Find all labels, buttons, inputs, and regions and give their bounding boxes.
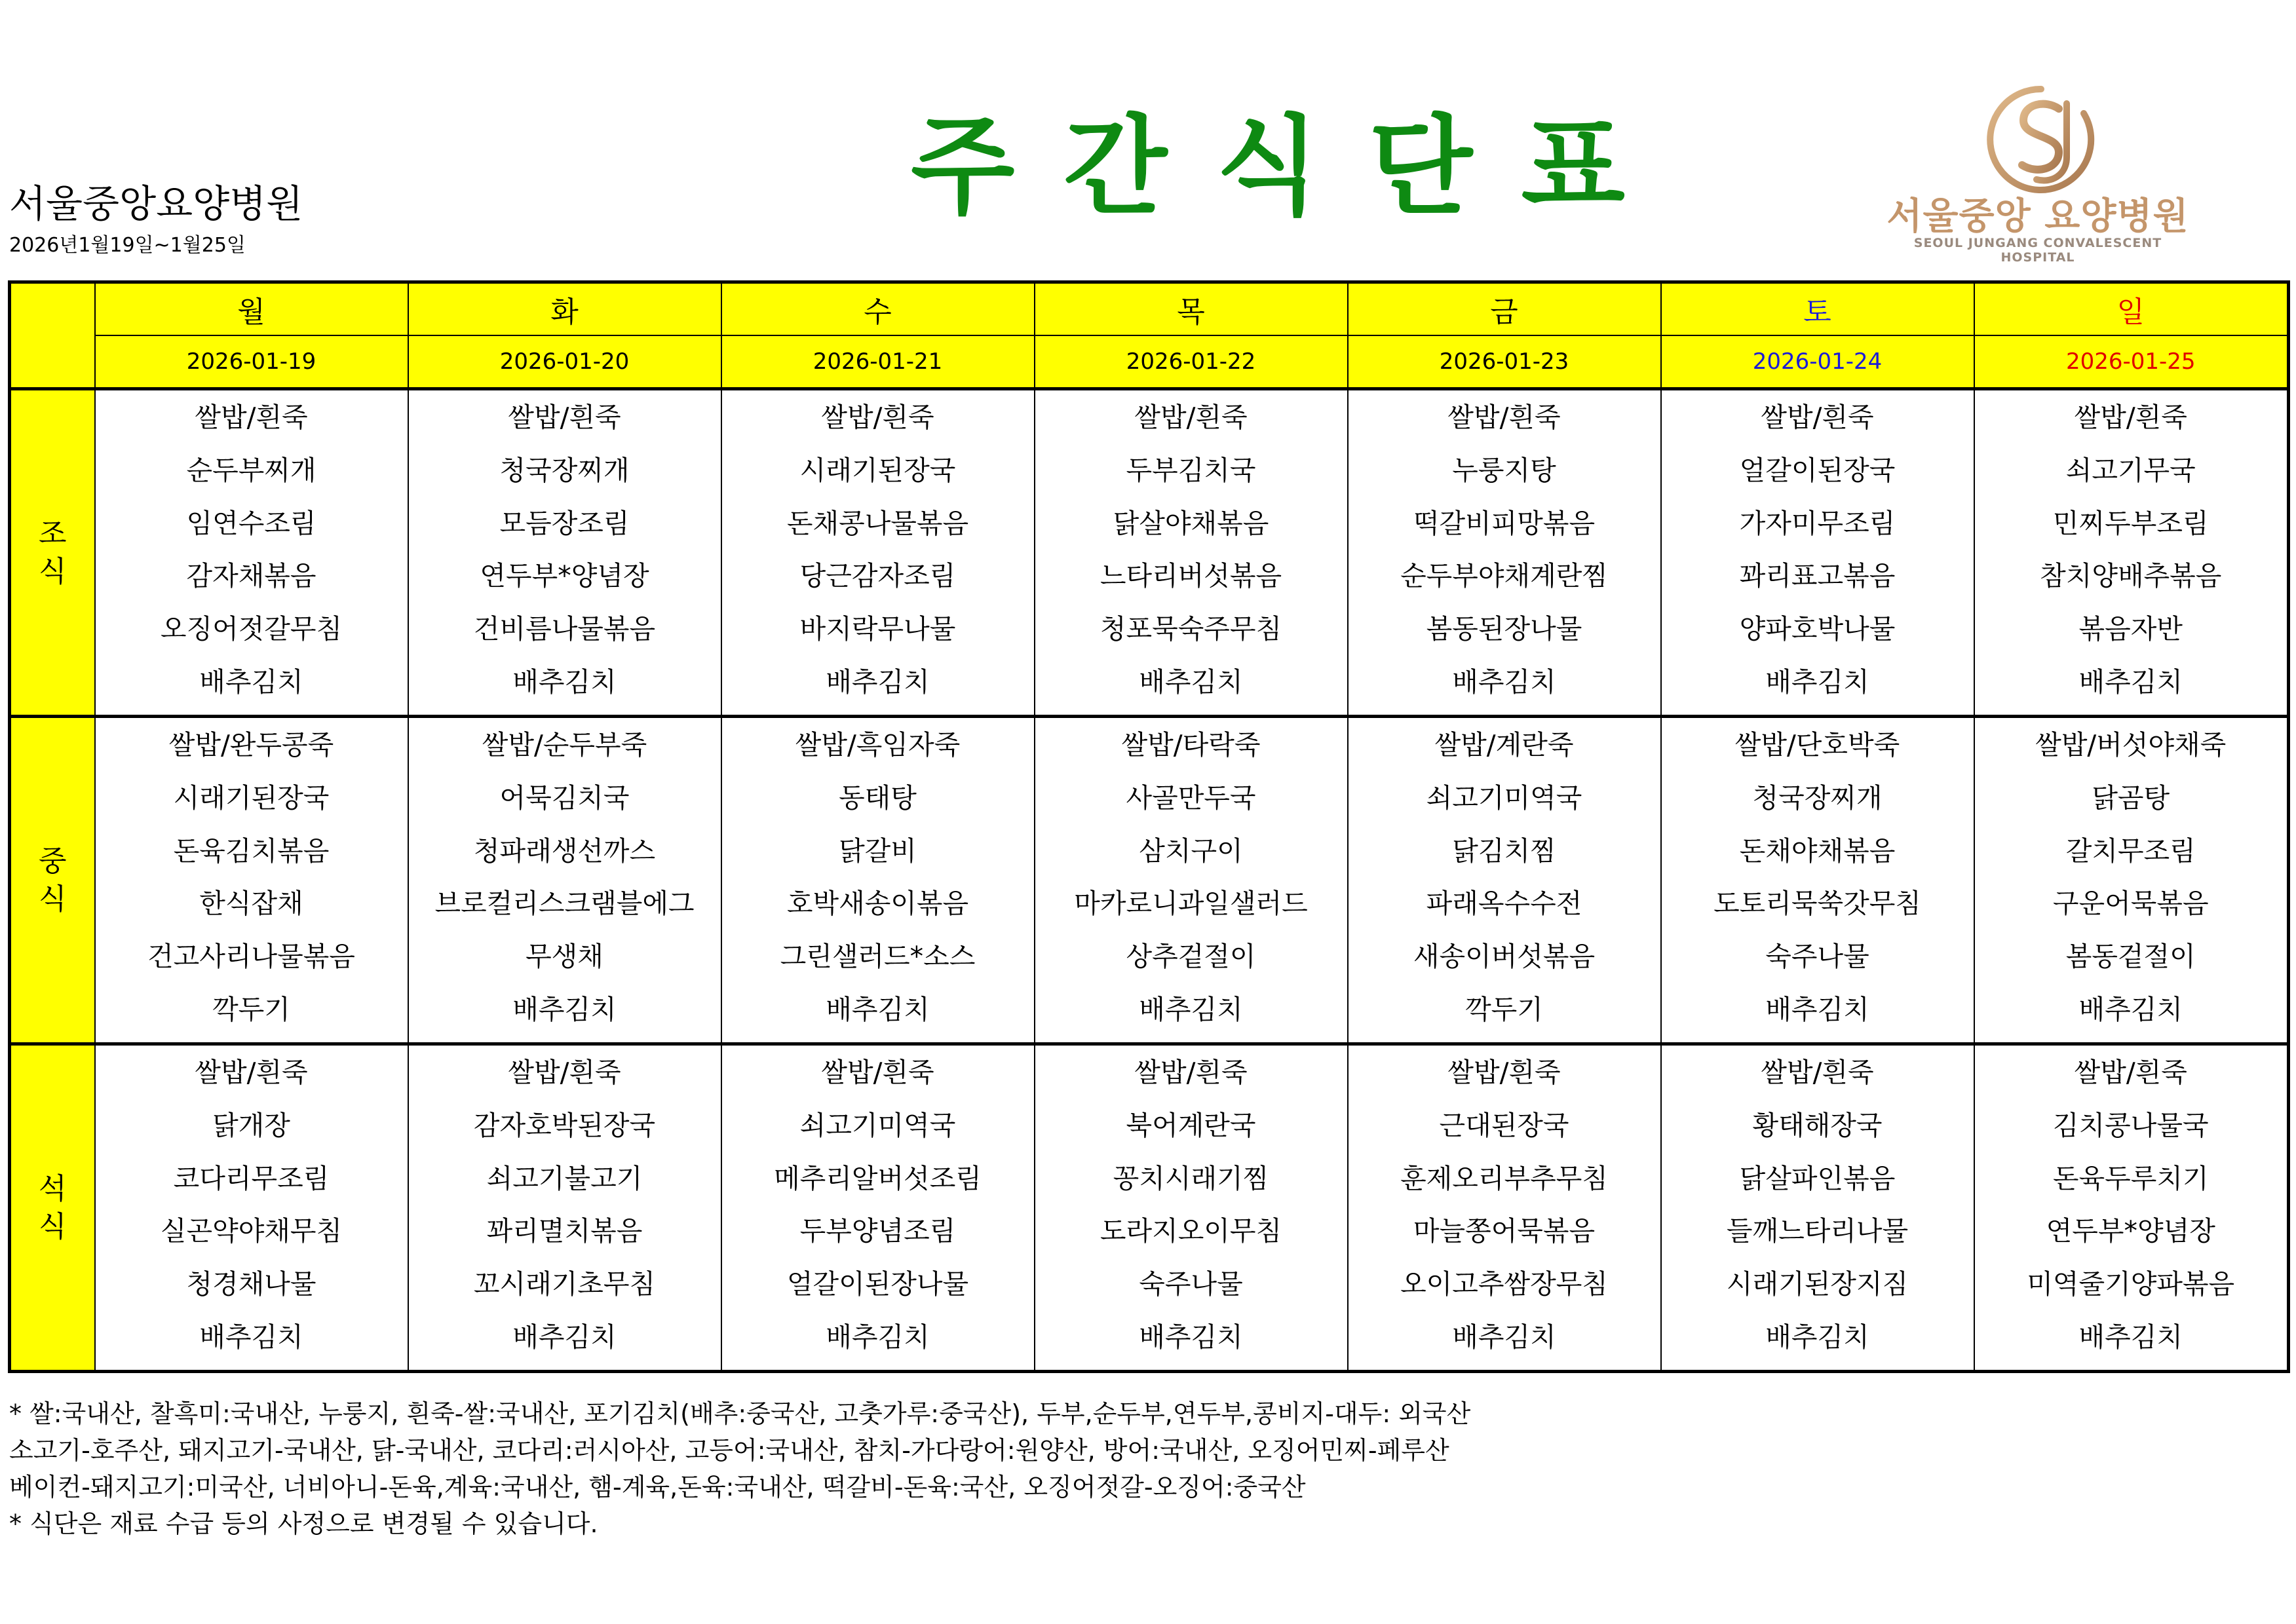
day-header: 금	[1348, 282, 1661, 336]
meal-label-char: 중	[38, 844, 67, 878]
note-line: * 식단은 재료 수급 등의 사정으로 변경될 수 있습니다.	[9, 1509, 598, 1538]
dish-item: 배추김치	[1452, 666, 1556, 698]
dish-item: 임연수조림	[186, 507, 316, 539]
menu-cell	[721, 717, 1035, 1044]
dish-item: 쌀밥/흰죽	[508, 1057, 621, 1088]
header-corner	[10, 282, 95, 389]
dish-item: 봄동겉절이	[2065, 941, 2196, 973]
dish-item: 훈제오리부추무침	[1400, 1162, 1608, 1194]
menu-cell	[408, 717, 721, 1044]
dish-item: 깍두기	[1465, 993, 1543, 1025]
dish-item: 그린샐러드*소스	[780, 941, 976, 973]
title-char: 주	[911, 104, 1015, 229]
menu-cell	[1974, 1044, 2289, 1372]
dish-item: 닭김치찜	[1452, 835, 1556, 867]
dish-item: 배추김치	[826, 666, 930, 698]
dish-item: 북어계란국	[1126, 1109, 1256, 1141]
dish-item: 쌀밥/버섯야채죽	[2035, 729, 2227, 761]
meal-row	[10, 1044, 2289, 1372]
title-char: 간	[1063, 104, 1168, 229]
date-header: 2026-01-23	[1348, 335, 1661, 389]
dish-item: 배추김치	[1765, 993, 1869, 1025]
date-header-row	[10, 335, 2289, 389]
dish-item: 쌀밥/순두부죽	[482, 729, 647, 761]
sj-logo-mark-icon	[1985, 84, 2097, 195]
logo-english-text: SEOUL JUNGANG CONVALESCENT HOSPITAL	[1913, 236, 2162, 265]
dish-item: 쌀밥/타락죽	[1121, 729, 1261, 761]
dish-item: 쌀밥/흰죽	[195, 402, 308, 433]
dish-item: 들깨느타리나물	[1726, 1215, 1909, 1247]
menu-cell	[1974, 717, 2289, 1044]
logo-korean-text: 서울중앙 요양병원	[1886, 195, 2189, 238]
dish-item: 닭개장	[212, 1109, 290, 1141]
dish-item: 마카로니과일샐러드	[1074, 888, 1308, 920]
dish-item: 닭곰탕	[2092, 782, 2170, 814]
page-title	[911, 98, 1625, 229]
meal-label-char: 식	[38, 554, 67, 588]
meal-row	[10, 389, 2289, 717]
dish-item: 시래기된장지짐	[1726, 1268, 1909, 1300]
dish-item: 돈육두루치기	[2052, 1162, 2209, 1194]
title-char: 단	[1368, 104, 1473, 229]
menu-cell	[721, 389, 1035, 717]
dish-item: 브로컬리스크램블에그	[434, 888, 695, 920]
dish-item: 배추김치	[1765, 1321, 1869, 1353]
menu-cell	[408, 1044, 721, 1372]
dish-item: 얼갈이된장나물	[786, 1268, 969, 1300]
menu-body	[10, 389, 2289, 1372]
dish-item: 건비름나물볶음	[473, 613, 656, 645]
menu-cell	[408, 389, 721, 717]
dish-item: 근대된장국	[1439, 1109, 1569, 1141]
dish-item: 구운어묵볶음	[2052, 888, 2209, 920]
dish-item: 청국장찌개	[499, 454, 630, 486]
dish-item: 도토리묵쑥갓무침	[1713, 888, 1921, 920]
dish-item: 모듬장조림	[499, 507, 630, 539]
menu-cell	[1348, 1044, 1661, 1372]
dish-item: 쌀밥/흰죽	[1761, 402, 1874, 433]
meal-label-char: 식	[38, 1209, 67, 1243]
dish-item: 양파호박나물	[1739, 613, 1896, 645]
menu-cell	[95, 717, 408, 1044]
dish-item: 쇠고기불고기	[486, 1162, 643, 1194]
dish-item: 오이고추쌈장무침	[1400, 1268, 1608, 1300]
date-header-sunday: 2026-01-25	[1974, 335, 2289, 389]
dish-item: 봄동된장나물	[1426, 613, 1582, 645]
dish-item: 닭살파인볶음	[1739, 1162, 1896, 1194]
dish-item: 감자채볶음	[186, 560, 316, 592]
day-header: 월	[95, 282, 408, 336]
dish-item: 꼬시래기초무침	[473, 1268, 656, 1300]
dish-item: 느타리버섯볶음	[1100, 560, 1282, 592]
dish-item: 파래옥수수전	[1426, 888, 1582, 920]
menu-cell	[1974, 389, 2289, 717]
dish-item: 순두부찌개	[186, 454, 316, 486]
menu-cell	[1661, 389, 1974, 717]
menu-cell	[1661, 717, 1974, 1044]
date-header: 2026-01-21	[721, 335, 1035, 389]
dish-item: 연두부*양념장	[480, 560, 649, 592]
meal-row	[10, 717, 2289, 1044]
dish-item: 깍두기	[212, 993, 290, 1025]
date-header-saturday: 2026-01-24	[1661, 335, 1974, 389]
dish-item: 새송이버섯볶음	[1413, 941, 1596, 973]
dish-item: 쌀밥/흰죽	[2074, 1057, 2187, 1088]
dish-item: 쌀밥/흰죽	[1761, 1057, 1874, 1088]
dish-item: 쇠고기미역국	[799, 1109, 956, 1141]
meal-label	[10, 717, 95, 1044]
dish-item: 쌀밥/흰죽	[821, 402, 934, 433]
menu-cell	[95, 1044, 408, 1372]
dish-item: 황태해장국	[1752, 1109, 1883, 1141]
dish-item: 오징어젓갈무침	[160, 613, 343, 645]
dish-item: 꽁치시래기찜	[1113, 1162, 1269, 1194]
dish-item: 쌀밥/흰죽	[2074, 402, 2187, 433]
day-header: 수	[721, 282, 1035, 336]
menu-cell	[721, 1044, 1035, 1372]
dish-item: 쌀밥/흰죽	[1447, 1057, 1561, 1088]
dish-item: 쌀밥/흰죽	[1447, 402, 1561, 433]
dish-item: 배추김치	[512, 993, 617, 1025]
day-header: 화	[408, 282, 721, 336]
dish-item: 동태탕	[839, 782, 917, 814]
dish-item: 꽈리멸치볶음	[486, 1215, 643, 1247]
dish-item: 쌀밥/완두콩죽	[168, 729, 334, 761]
dish-item: 쇠고기무국	[2065, 454, 2196, 486]
dish-item: 돈채콩나물볶음	[786, 507, 969, 539]
dish-item: 한식잡채	[199, 888, 303, 920]
dish-item: 배추김치	[2078, 666, 2183, 698]
dish-item: 삼치구이	[1139, 835, 1243, 867]
menu-cell	[1035, 389, 1348, 717]
menu-cell	[1348, 717, 1661, 1044]
dish-item: 쌀밥/흰죽	[821, 1057, 934, 1088]
dish-item: 돈육김치볶음	[173, 835, 330, 867]
note-line: 베이컨-돼지고기:미국산, 너비아니-돈육,계육:국내산, 햄-계육,돈육:국내산, 떡갈비-돈육:국산, 오징어젓갈-오징어:중국산	[9, 1473, 1306, 1501]
date-header: 2026-01-19	[95, 335, 408, 389]
dish-item: 마늘쫑어묵볶음	[1413, 1215, 1596, 1247]
origin-notes	[9, 1395, 1470, 1542]
dish-item: 배추김치	[1139, 993, 1243, 1025]
meal-label-char: 석	[38, 1171, 67, 1205]
dish-item: 무생채	[526, 941, 603, 973]
meal-label-char: 식	[38, 882, 67, 916]
dish-item: 쌀밥/흰죽	[1134, 1057, 1248, 1088]
dish-item: 배추김치	[1139, 666, 1243, 698]
dish-item: 두부김치국	[1126, 454, 1256, 486]
dish-item: 볶음자반	[2078, 613, 2183, 645]
dish-item: 떡갈비피망볶음	[1413, 507, 1596, 539]
dish-item: 메추리알버섯조림	[774, 1162, 982, 1194]
dish-item: 배추김치	[512, 1321, 617, 1353]
dish-item: 청국장찌개	[1752, 782, 1883, 814]
dish-item: 민찌두부조림	[2052, 507, 2209, 539]
dish-item: 얼갈이된장국	[1739, 454, 1896, 486]
day-header-saturday: 토	[1661, 282, 1974, 336]
dish-item: 쌀밥/흰죽	[508, 402, 621, 433]
dish-item: 당근감자조림	[799, 560, 956, 592]
dish-item: 갈치무조림	[2065, 835, 2196, 867]
dish-item: 감자호박된장국	[473, 1109, 656, 1141]
meal-label-char: 조	[38, 516, 67, 550]
dish-item: 돈채야채볶음	[1739, 835, 1896, 867]
menu-cell	[95, 389, 408, 717]
dish-item: 배추김치	[199, 1321, 303, 1353]
dish-item: 닭살야채볶음	[1113, 507, 1269, 539]
dish-item: 꽈리표고볶음	[1739, 560, 1896, 592]
day-header-sunday: 일	[1974, 282, 2289, 336]
title-char: 식	[1215, 104, 1320, 229]
dish-item: 가자미무조림	[1739, 507, 1896, 539]
dish-item: 사골만두국	[1126, 782, 1256, 814]
hospital-logo	[1881, 84, 2195, 265]
note-line: 소고기-호주산, 돼지고기-국내산, 닭-국내산, 코다리:러시아산, 고등어:국내산, 참치-가다랑어:원양산, 방어:국내산, 오징어민찌-페루산	[9, 1436, 1449, 1465]
dish-item: 시래기된장국	[173, 782, 330, 814]
note-line: * 쌀:국내산, 찰흑미:국내산, 누룽지, 흰죽-쌀:국내산, 포기김치(배추:중국산, 고춧가루:중국산), 두부,순두부,연두부,콩비지-대두: 외국산	[9, 1399, 1471, 1428]
dish-item: 김치콩나물국	[2052, 1109, 2209, 1141]
dish-item: 바지락무나물	[799, 613, 956, 645]
menu-cell	[1035, 717, 1348, 1044]
dish-item: 연두부*양념장	[2046, 1215, 2215, 1247]
meal-label	[10, 1044, 95, 1372]
dish-item: 실곤약야채무침	[160, 1215, 343, 1247]
dish-item: 배추김치	[1139, 1321, 1243, 1353]
dish-item: 배추김치	[826, 993, 930, 1025]
title-char: 표	[1521, 104, 1625, 229]
date-header: 2026-01-22	[1035, 335, 1348, 389]
dish-item: 누룽지탕	[1452, 454, 1556, 486]
dish-item: 두부양념조림	[799, 1215, 956, 1247]
dish-item: 숙주나물	[1765, 941, 1869, 973]
dish-item: 미역줄기양파볶음	[2027, 1268, 2235, 1300]
dish-item: 숙주나물	[1139, 1268, 1243, 1300]
hospital-name: 서울중앙요양병원	[9, 181, 303, 226]
dish-item: 청포묵숙주무침	[1100, 613, 1282, 645]
day-header-row	[10, 282, 2289, 336]
dish-item: 쌀밥/흰죽	[1134, 402, 1248, 433]
dish-item: 쌀밥/흑임자죽	[795, 729, 961, 761]
dish-item: 쌀밥/계란죽	[1434, 729, 1574, 761]
dish-item: 어묵김치국	[499, 782, 630, 814]
dish-item: 도라지오이무침	[1100, 1215, 1282, 1247]
dish-item: 배추김치	[199, 666, 303, 698]
dish-item: 호박새송이볶음	[786, 888, 969, 920]
menu-cell	[1035, 1044, 1348, 1372]
menu-cell	[1348, 389, 1661, 717]
dish-item: 시래기된장국	[799, 454, 956, 486]
menu-period: 2026년1월19일~1월25일	[9, 234, 246, 257]
dish-item: 배추김치	[1765, 666, 1869, 698]
meal-label	[10, 389, 95, 717]
dish-item: 쌀밥/단호박죽	[1734, 729, 1900, 761]
dish-item: 배추김치	[1452, 1321, 1556, 1353]
dish-item: 배추김치	[2078, 993, 2183, 1025]
dish-item: 참치양배추볶음	[2040, 560, 2222, 592]
dish-item: 배추김치	[512, 666, 617, 698]
dish-item: 배추김치	[2078, 1321, 2183, 1353]
dish-item: 배추김치	[826, 1321, 930, 1353]
day-header: 목	[1035, 282, 1348, 336]
weekly-menu-table	[8, 280, 2290, 1373]
dish-item: 청경채나물	[186, 1268, 316, 1300]
dish-item: 상추겉절이	[1126, 941, 1256, 973]
dish-item: 쇠고기미역국	[1426, 782, 1582, 814]
dish-item: 순두부야채계란찜	[1400, 560, 1608, 592]
dish-item: 쌀밥/흰죽	[195, 1057, 308, 1088]
menu-cell	[1661, 1044, 1974, 1372]
dish-item: 청파래생선까스	[473, 835, 656, 867]
dish-item: 건고사리나물볶음	[147, 941, 355, 973]
date-header: 2026-01-20	[408, 335, 721, 389]
dish-item: 닭갈비	[839, 835, 917, 867]
dish-item: 코다리무조림	[173, 1162, 330, 1194]
